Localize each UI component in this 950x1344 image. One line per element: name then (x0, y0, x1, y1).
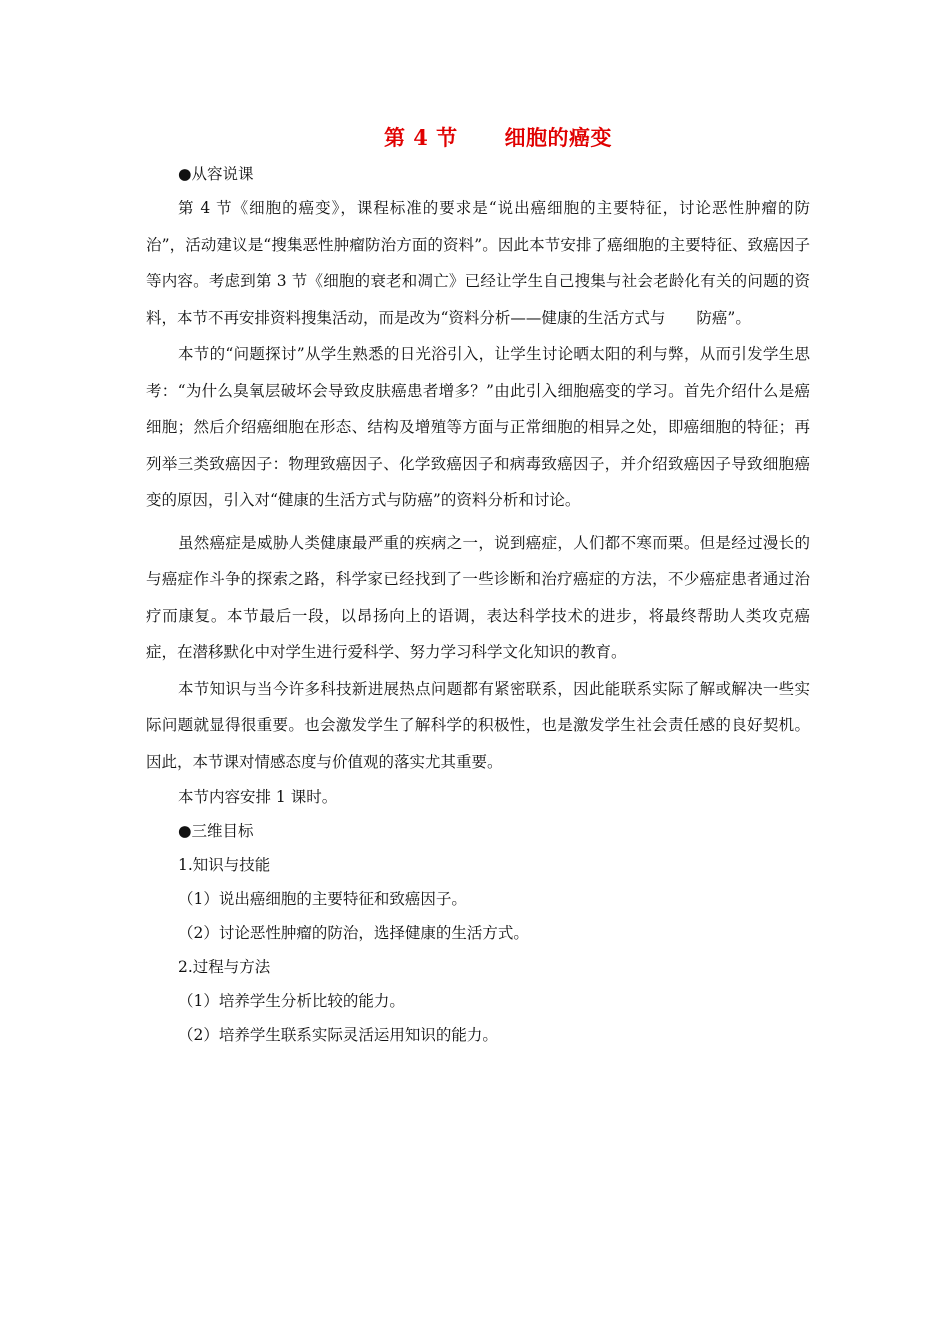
section-heading-goals: ●三维目标 (178, 822, 254, 840)
class-hours-text: 本节内容安排 1 课时。 (178, 788, 338, 806)
goal-item: （2）培养学生联系实际灵活运用知识的能力。 (178, 1026, 498, 1044)
goal-heading-knowledge: 1.知识与技能 (178, 856, 271, 874)
paragraph-4: 本节知识与当今许多科技新进展热点问题都有紧密联系，因此能联系实际了解或解决一些实际问题就显得很重要。也会激发学生了解科学的积极性，也是激发学生社会责任感的良好契机。因此，本节课对情感态度与价值观的落实尤其重要。 (146, 679, 810, 771)
goal-item: （1）说出癌细胞的主要特征和致癌因子。 (178, 890, 467, 908)
paragraph-1: 第 4 节《细胞的癌变》，课程标准的要求是“说出癌细胞的主要特征，讨论恶性肿瘤的防治”，活动建议是“搜集恶性肿瘤防治方面的资料”。因此本节安排了癌细胞的主要特征、致癌因子等内容。考虑到第 3 节《细胞的衰老和凋亡》已经让学生自己搜集与社会老龄化有关的问题的资料，本节不再安排资料搜集活动，而是改为“资料分析——健康的生活方式与 防癌”。 (146, 199, 810, 327)
paragraph-2: 本节的“问题探讨”从学生熟悉的日光浴引入，让学生讨论晒太阳的利与弊，从而引发学生思考：“为什么臭氧层破坏会导致皮肤癌患者增多？”由此引入细胞癌变的学习。首先介绍什么是癌细胞；然后介绍癌细胞在形态、结构及增殖等方面与正常细胞的相异之处，即癌细胞的特征；再列举三类致癌因子：物理致癌因子、化学致癌因子和病毒致癌因子，并介绍致癌因子导致细胞癌变的原因，引入对“健康的生活方式与防癌”的资料分析和讨论。 (146, 345, 810, 509)
section-heading-intro: ●从容说课 (178, 165, 254, 183)
goal-heading-process: 2.过程与方法 (178, 958, 271, 976)
goal-item: （1）培养学生分析比较的能力。 (178, 992, 405, 1010)
page-title: 第 4 节 细胞的癌变 (383, 125, 613, 150)
goal-item: （2）讨论恶性肿瘤的防治，选择健康的生活方式。 (178, 924, 529, 942)
document-body (146, 158, 810, 1052)
paragraph-3: 虽然癌症是威胁人类健康最严重的疾病之一，说到癌症，人们都不寒而栗。但是经过漫长的与癌症作斗争的探索之路，科学家已经找到了一些诊断和治疗癌症的方法，不少癌症患者通过治疗而康复。本节最后一段，以昂扬向上的语调，表达科学技术的进步，将最终帮助人类攻克癌症，在潜移默化中对学生进行爱科学、努力学习科学文化知识的教育。 (146, 533, 810, 661)
